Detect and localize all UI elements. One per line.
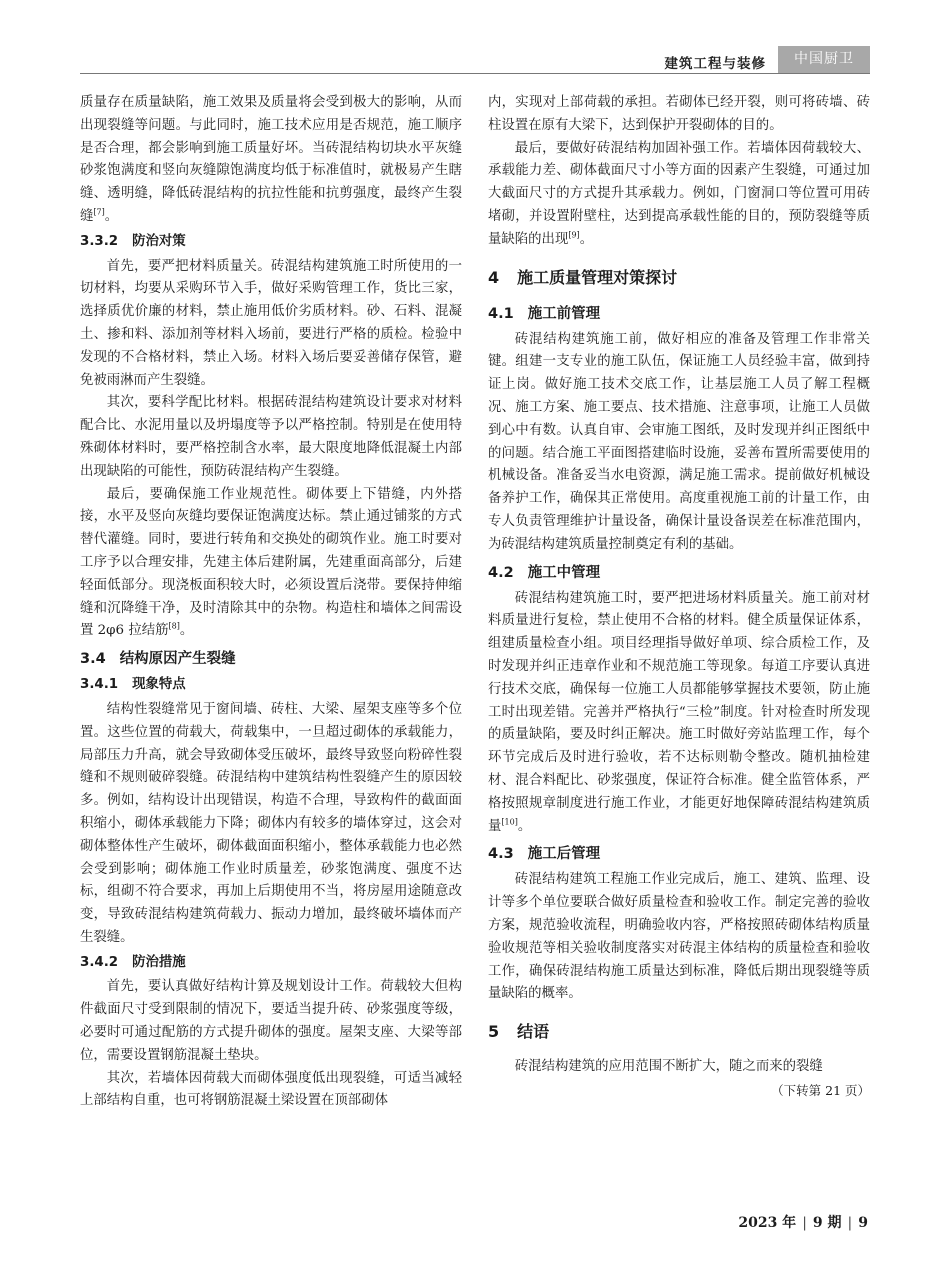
section-heading: 3.4 结构原因产生裂缝 (80, 651, 236, 668)
paragraph: 砖混结构建筑施工前，做好相应的准备及管理工作非常关键。组建一支专业的施工队伍，保证施工人员经验丰富，做到持证上岗。做好施工技术交底工作，让基层施工人员了解工程概况、施工方案、施工要点、技术措施、注意事项，让施工人员做到心中有数。认真自审、会审施工图纸，及时发现并纠正图纸中的问题。结合施工平面图搭建临时设施，妥善布置所需要使用的机械设备。准备妥当水电资源，满足施工需求。提前做好机械设备养护工作，确保其正常使用。高度重视施工前的计量工作，由专人负责管理维护计量设备，确保计量设备误差在标准范围内，为砖混结构建筑质量控制奠定有利的基础。 (488, 331, 870, 552)
citation: [10] (501, 817, 518, 827)
right-column (488, 92, 870, 1101)
subsection-heading: 3.4.1 现象特点 (80, 677, 186, 693)
citation: [8] (168, 621, 180, 631)
section-heading: 4.3 施工后管理 (488, 846, 601, 863)
header-rule (80, 73, 870, 74)
paragraph: 结构性裂缝常见于窗间墙、砖柱、大梁、屋架支座等多个位置。这些位置的荷载大，荷载集中，一旦超过砌体的承载能力，局部压力升高，就会导致砌体受压破坏，最终导致竖向粉碎性裂缝和不规则破碎裂缝。砖混结构中建筑结构性裂缝产生的原因较多。例如，结构设计出现错误，构造不合理，导致构件的截面面积缩小，砌体承载能力下降；砌体内有较多的墙体穿过，这会对砌体整体性产生破坏，砌体截面面积缩小，整体承载能力也必然会受到影响；砌体施工作业时质量差，砂浆饱满度、强度不达标，组砌不符合要求，再加上后期使用不当，将房屋用途随意改变，导致砖混结构建筑荷载力、振动力增加，最终破坏墙体而产生裂缝。 (80, 701, 462, 945)
issue-number: 9 期 (812, 1215, 842, 1231)
section-heading: 4.1 施工前管理 (488, 305, 601, 322)
paragraph: 内，实现对上部荷载的承担。若砌体已经开裂，则可将砖墙、砖柱设置在原有大梁下，达到保护开裂砌体的目的。 (488, 95, 870, 133)
paragraph: 其次，若墙体因荷载大而砌体强度低出现裂缝，可适当减轻上部结构自重，也可将钢筋混凝土梁设置在顶部砌体 (80, 1070, 462, 1109)
paragraph: 最后，要做好砖混结构加固补强工作。若墙体因荷载较大、承载能力差、砌体截面尺寸小等方面的因素产生裂缝，可通过加大截面尺寸的方式提升其承载力。例如，门窗洞口等位置可用砖堵砌，并设置附壁柱，达到提高承载性能的目的，预防裂缝等质量缺陷的出现[9]。 (488, 140, 870, 247)
paragraph: 砖混结构建筑工程施工作业完成后，施工、建筑、监理、设计等多个单位要联合做好质量检查和验收工作。制定完善的验收方案，规范验收流程，明确验收内容，严格按照砖砌体结构质量验收规范等相关验收制度落实对砖混主体结构的质量检查和验收工作，确保砖混结构施工质量达到标准，降低后期出现裂缝等质量缺陷的概率。 (488, 872, 870, 1002)
subsection-heading: 3.4.2 防治措施 (80, 954, 186, 970)
paragraph: 砖混结构建筑的应用范围不断扩大，随之而来的裂缝 (514, 1059, 823, 1075)
chapter-heading: 5 结语 (488, 1022, 550, 1042)
paragraph: 其次，要科学配比材料。根据砖混结构建筑设计要求对材料配合比、水泥用量以及坍塌度等予以严格控制。特别是在使用特殊砌体材料时，要严格控制含水率，最大限度地降低混凝土内部出现缺陷的可能性，预防砖混结构产生裂缝。 (80, 395, 462, 479)
journal-brand: 中国厨卫 (778, 46, 870, 73)
paragraph: 首先，要严把材料质量关。砖混结构建筑施工时所使用的一切材料，均要从采购环节入手，做好采购管理工作，货比三家，选择质优价廉的材料，禁止施用低价劣质材料。砂、石料、混凝土、掺和料、添加剂等材料入场前，要进行严格的质检。检验中发现的不合格材料，禁止入场。材料入场后要妥善储存保管，避免被雨淋而产生裂缝。 (80, 258, 462, 388)
section-title: 建筑工程与装修 (664, 56, 766, 72)
left-column (80, 92, 462, 1113)
page-footer: 2023 年 | 9 期 | 9 (738, 1215, 868, 1231)
paragraph: 砖混结构建筑施工时，要严把进场材料质量关。施工前对材料质量进行复检，禁止使用不合格的材料。健全质量保证体系，组建质量检查小组。项目经理指导做好单项、综合质检工作，及时发现并纠正违章作业和不规范施工等现象。每道工序要认真进行技术交底，确保每一位施工人员都能够掌握技术要领，防止施工时出现差错。完善并严格执行“三检”制度。针对检查时所发现的质量缺陷，要及时纠正解决。施工时做好旁站监理工作，每个环节完成后及时进行验收，若不达标则勒令整改。随机抽检建材、混合料配比、砂浆强度，保证符合标准。健全监管体系，严格按照规章制度进行施工作业，才能更好地保障砖混结构建筑质量[10]。 (488, 590, 870, 834)
issue-year: 2023 年 (738, 1215, 797, 1231)
paragraph: 最后，要确保施工作业规范性。砌体要上下错缝，内外搭接，水平及竖向灰缝均要保证饱满度达标。禁止通过铺浆的方式替代灌缝。同时，要进行转角和交换处的砌筑作业。施工时要对工序予以合理安排，先建主体后建附属，先建重面高部分，后建轻面低部分。现浇板面积较大时，必须设置后浇带。要保持伸缩缝和沉降缝干净，及时清除其中的杂物。构造柱和墙体之间需设置 2φ6 拉结筋[8]。 (80, 486, 462, 639)
continued-note: （下转第 21 页） (771, 1082, 870, 1098)
paragraph: 首先，要认真做好结构计算及规划设计工作。荷载较大但构件截面尺寸受到限制的情况下，要适当提升砖、砂浆强度等级，必要时可通过配筋的方式提升砌体的强度。屋架支座、大梁等部位，需要设置钢筋混凝土垫块。 (80, 979, 462, 1063)
chapter-heading: 4 施工质量管理对策探讨 (488, 267, 678, 287)
subsection-heading: 3.3.2 防治对策 (80, 233, 186, 249)
citation: [7] (93, 207, 105, 217)
citation: [9] (568, 230, 580, 240)
section-heading: 4.2 施工中管理 (488, 564, 601, 581)
page-number: 9 (858, 1215, 868, 1231)
paragraph: 质量存在质量缺陷，施工效果及质量将会受到极大的影响，从而出现裂缝等问题。与此同时，施工技术应用是否规范，施工顺序是否合理，都会影响到施工质量好坏。当砖混结构切块水平灰缝砂浆饱满度和竖向灰缝隙饱满度均低于标准值时，就极易产生瞎缝、透明缝，降低砖混结构的抗拉性能和抗剪强度，最终产生裂缝[7]。 (80, 95, 462, 224)
running-header (0, 46, 950, 74)
